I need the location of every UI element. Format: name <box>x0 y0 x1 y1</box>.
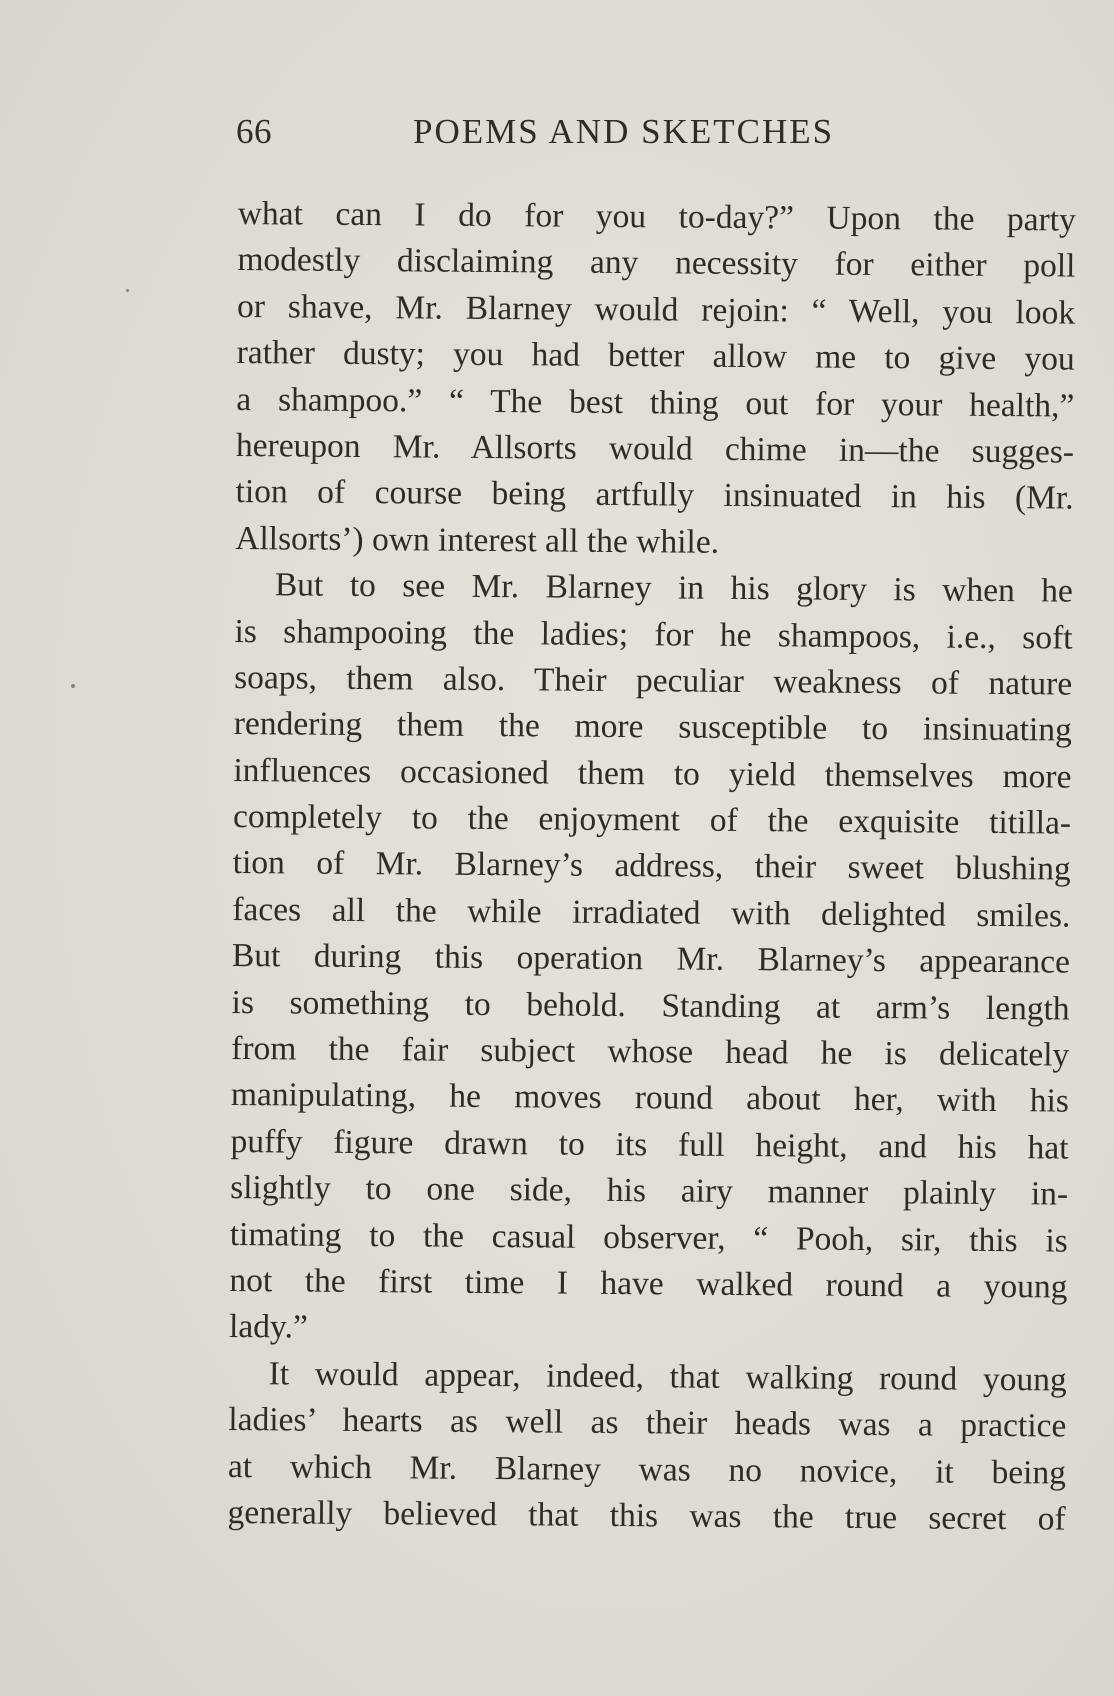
text-line: puffy figure drawn to its full height, and his hat <box>230 1122 1069 1167</box>
text-line: ladies’ hearts as well as their heads was a practice <box>228 1401 1067 1445</box>
text-line: modestly disclaiming any necessity for either poll <box>237 241 1076 285</box>
text-line: completely to the enjoyment of the exquisite titilla- <box>232 798 1072 842</box>
text-line: tion of course being artfully insinuated in his (Mr. <box>235 473 1074 517</box>
text-line: or shave, Mr. Blarney would rejoin: “ Well, you look <box>236 287 1076 332</box>
text-line: a shampoo.” “ The best thing out for your health,” <box>236 380 1075 425</box>
text-line: from the fair subject whose head he is delicately <box>231 1030 1070 1074</box>
text-line: rather dusty; you had better allow me to give you <box>236 334 1075 378</box>
text-line: hereupon Mr. Allsorts would chime in—the sugges- <box>235 426 1075 471</box>
paragraph-start-line: It would appear, indeed, that walking round young <box>268 1355 1067 1399</box>
paragraph-start-line: But to see Mr. Blarney in his glory is when he <box>274 566 1074 610</box>
text-line: is shampooing the ladies; for he shampoos, i.e., soft <box>234 612 1073 657</box>
page-number: 66 <box>236 112 272 151</box>
text-line: But during this operation Mr. Blarney’s appearance <box>231 937 1071 981</box>
body-text <box>227 191 1076 1543</box>
text-line: faces all the while irradiated with delighted smiles. <box>232 890 1071 935</box>
text-line: tion of Mr. Blarney’s address, their sweet blushing <box>232 844 1071 889</box>
text-line: manipulating, he moves round about her, with his <box>230 1076 1070 1120</box>
text-line: is something to behold. Standing at arm’s length <box>231 983 1070 1028</box>
text-line: what can I do for you to-day?” Upon the party <box>237 194 1076 239</box>
paper-speck <box>126 289 129 292</box>
running-head: POEMS AND SKETCHES <box>413 112 835 151</box>
text-line: influences occasioned them to yield themselves more <box>233 751 1072 796</box>
text-line: soaps, them also. Their peculiar weakness of nature <box>234 658 1073 703</box>
page-header <box>236 112 896 156</box>
text-line: rendering them the more susceptible to insinuating <box>233 705 1072 749</box>
text-line: generally believed that this was the true secret of <box>227 1493 1066 1538</box>
text-line: at which Mr. Blarney was no novice, it being <box>227 1447 1067 1492</box>
text-line: lady.” <box>228 1308 308 1346</box>
paper-speck <box>71 684 75 688</box>
text-line: slightly to one side, his airy manner plainly in- <box>230 1169 1069 1213</box>
text-line: timating to the casual observer, “ Pooh, sir, this is <box>229 1215 1068 1260</box>
text-line: Allsorts’) own interest all the while. <box>235 519 720 561</box>
text-line: not the first time I have walked round a young <box>229 1261 1068 1306</box>
